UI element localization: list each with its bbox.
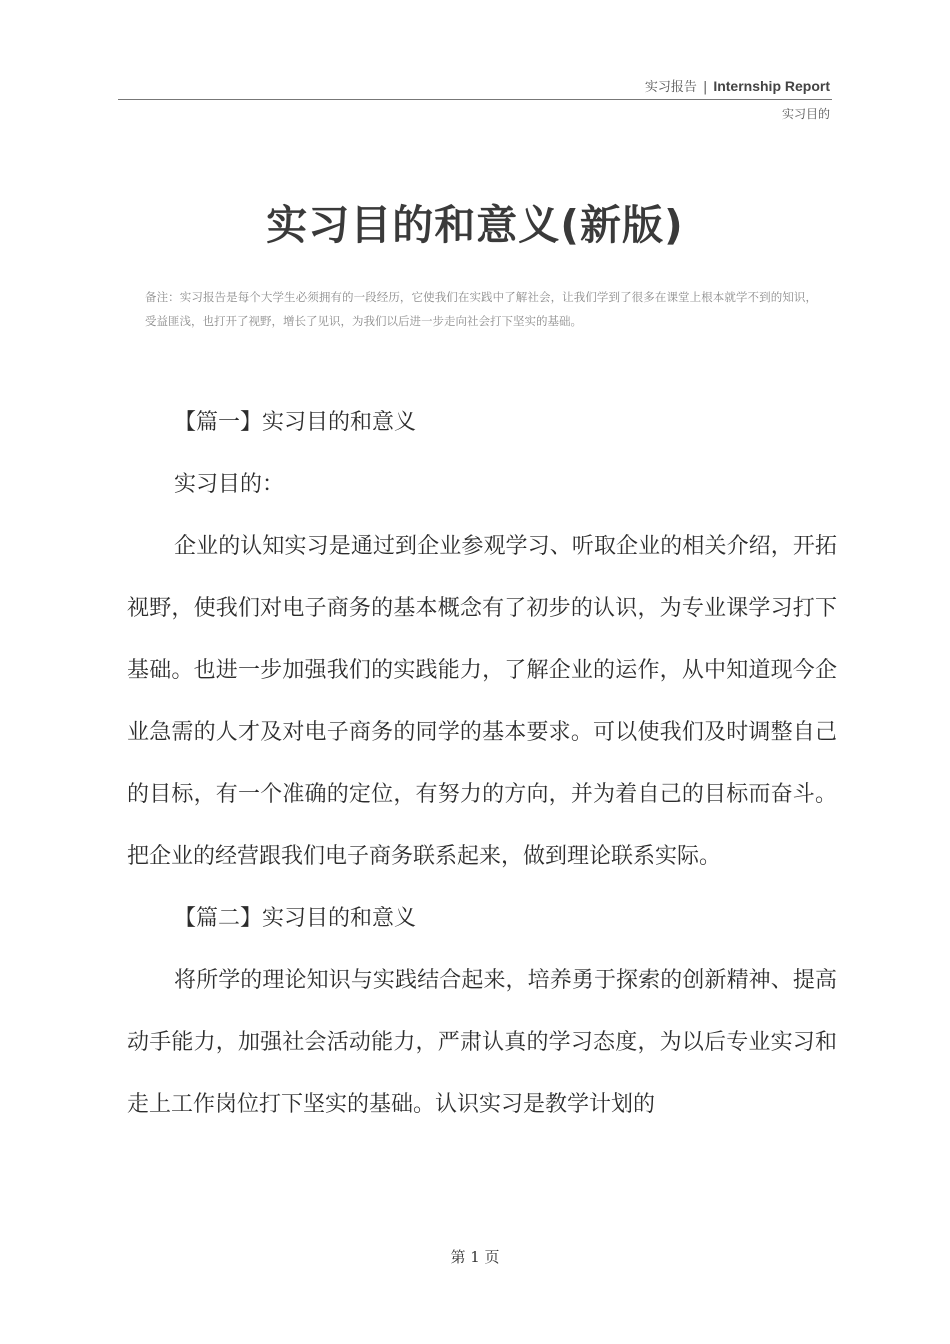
page-number: 第 1 页 (450, 1248, 500, 1266)
body-paragraph-1: 企业的认知实习是通过到企业参观学习、听取企业的相关介绍，开拓视野，使我们对电子商务的基本概念有了初步的认识，为专业课学习打下基础。也进一步加强我们的实践能力，了解企业的运作，从中知道现今企业急需的人才及对电子商务的同学的基本要求。可以使我们及时调整自己的目标，有一个准确的定位，有努力的方向，并为着自己的目标而奋斗。把企业的经营跟我们电子商务联系起来，做到理论联系实际。 (127, 534, 837, 869)
header-divider (118, 99, 832, 100)
body-paragraph-2: 将所学的理论知识与实践结合起来，培养勇于探索的创新精神、提高动手能力，加强社会活动能力，严肃认真的学习态度，为以后专业实习和走上工作岗位打下坚实的基础。认识实习是教学计划的 (127, 968, 837, 1117)
section-subheading: 实习目的： (174, 472, 285, 497)
header-breadcrumb-cn: 实习报告 (644, 80, 697, 95)
section-heading-2: 【篇二】实习目的和意义 (174, 906, 417, 931)
header-separator: | (702, 80, 708, 95)
note-paragraph: 备注：实习报告是每个大学生必须拥有的一段经历，它使我们在实践中了解社会，让我们学到了很多在课堂上根本就学不到的知识，受益匪浅，也打开了视野，增长了见识，为我们以后进一步走向社会打下坚实的基础。 (145, 290, 817, 328)
section-heading-1: 【篇一】实习目的和意义 (174, 410, 417, 435)
header-breadcrumb (645, 76, 830, 95)
page-title: 实习目的和意义(新版) (266, 201, 684, 249)
header-breadcrumb-en: Internship Report (713, 78, 830, 94)
document-body (127, 392, 837, 1136)
header-subtitle: 实习目的 (781, 107, 830, 121)
